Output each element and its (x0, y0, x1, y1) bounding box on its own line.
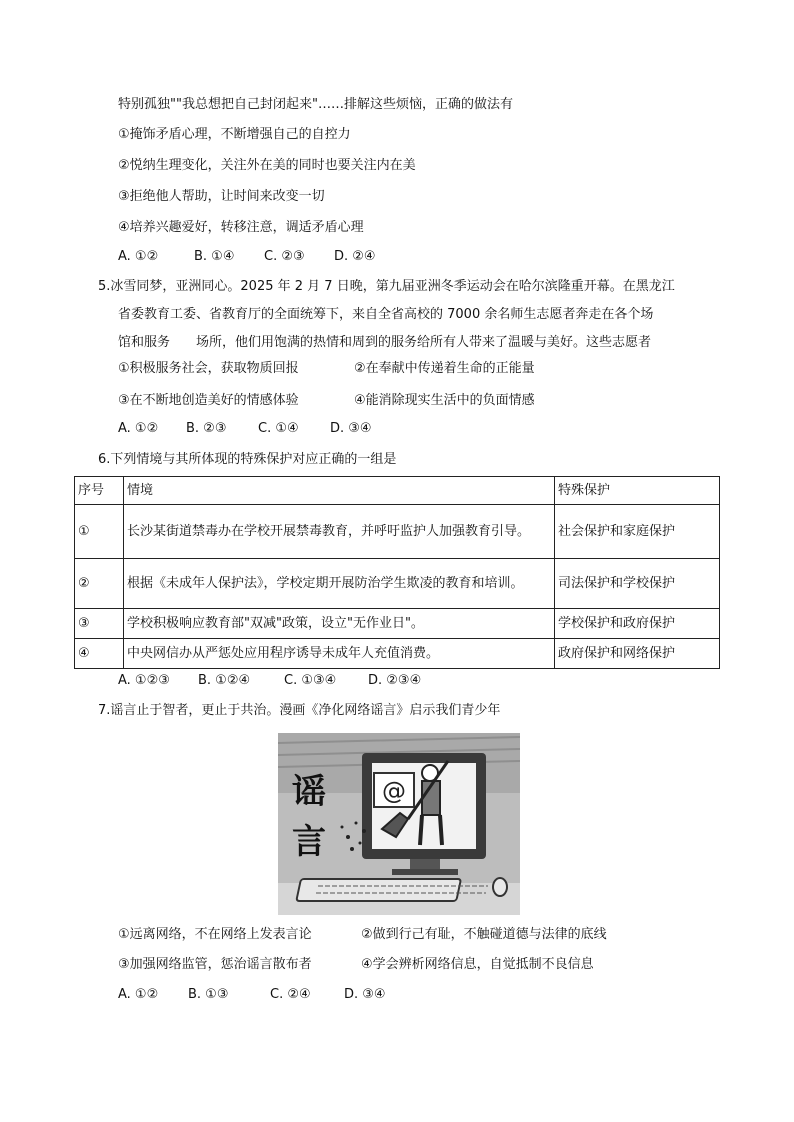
table-row (75, 505, 720, 559)
table-row (75, 609, 720, 639)
row-no: ② (75, 559, 124, 609)
q5-stem-line-1: 5.冰雪同梦，亚洲同心。2025 年 2 月 7 日晚，第九届亚洲冬季运动会在哈尔滨隆重开幕。在黑龙江 (98, 279, 675, 294)
table-header-no: 序号 (75, 477, 124, 505)
row-scene: 中央网信办从严惩处应用程序诱导未成年人充值消费。 (124, 639, 555, 669)
row-protect: 司法保护和学校保护 (555, 559, 720, 609)
q7-item-4: ④学会辨析网络信息，自觉抵制不良信息 (361, 957, 594, 972)
cartoon-rumor-char-2: 言 (292, 822, 326, 862)
row-protect: 社会保护和家庭保护 (555, 505, 720, 559)
q7-stem: 7.谣言止于智者，更止于共治。漫画《净化网络谣言》启示我们青少年 (98, 703, 501, 718)
table-header-scene: 情境 (124, 477, 555, 505)
row-scene: 根据《未成年人保护法》，学校定期开展防治学生欺凌的教育和培训。 (124, 559, 555, 609)
q6-option-b: B. ①②④ (198, 673, 251, 688)
q5-option-c: C. ①④ (258, 421, 299, 436)
q7-item-1: ①远离网络，不在网络上发表言论 (118, 927, 312, 942)
q4-item-1: ①掩饰矛盾心理，不断增强自己的自控力 (118, 127, 351, 142)
table-header-protect: 特殊保护 (555, 477, 720, 505)
q4-option-d: D. ②④ (334, 249, 376, 264)
q4-options (118, 248, 376, 266)
q5-option-d: D. ③④ (330, 421, 372, 436)
row-no: ④ (75, 639, 124, 669)
q7-item-2: ②做到行己有耻，不触碰道德与法律的底线 (361, 927, 607, 942)
q7-option-a: A. ①② (118, 987, 159, 1002)
q4-item-3: ③拒绝他人帮助，让时间来改变一切 (118, 189, 325, 204)
q7-option-c: C. ②④ (270, 987, 311, 1002)
q7-item-3: ③加强网络监管，惩治谣言散布者 (118, 957, 312, 972)
row-no: ③ (75, 609, 124, 639)
q5-item-2: ②在奉献中传递着生命的正能量 (354, 361, 535, 376)
q5-item-1: ①积极服务社会，获取物质回报 (118, 361, 299, 376)
q5-option-b: B. ②③ (186, 421, 227, 436)
q4-option-a: A. ①② (118, 249, 159, 264)
q4-option-b: B. ①④ (194, 249, 235, 264)
q4-item-2: ②悦纳生理变化，关注外在美的同时也要关注内在美 (118, 158, 416, 173)
row-protect: 政府保护和网络保护 (555, 639, 720, 669)
q5-stem-line-3: 馆和服务 场所，他们用饱满的热情和周到的服务给所有人带来了温暖与美好。这些志愿者 (118, 335, 652, 350)
table-row (75, 639, 720, 669)
row-scene: 学校积极响应教育部"双减"政策，设立"无作业日"。 (124, 609, 555, 639)
q6-stem: 6.下列情境与其所体现的特殊保护对应正确的一组是 (98, 452, 397, 467)
q6-option-d: D. ②③④ (368, 673, 422, 688)
svg-text:@: @ (382, 777, 406, 805)
q4-option-c: C. ②③ (264, 249, 305, 264)
q5-options (118, 420, 372, 438)
q5-option-a: A. ①② (118, 421, 159, 436)
q6-options (118, 672, 421, 690)
row-scene: 长沙某街道禁毒办在学校开展禁毒教育，并呼吁监护人加强教育引导。 (124, 505, 555, 559)
q5-stem-line-2: 省委教育工委、省教育厅的全面统筹下，来自全省高校的 7000 余名师生志愿者奔走在各个场 (118, 307, 654, 322)
cartoon-image (278, 733, 520, 915)
q4-item-4: ④培养兴趣爱好，转移注意，调适矛盾心理 (118, 220, 364, 235)
q6-option-c: C. ①③④ (284, 673, 337, 688)
q7-options (118, 986, 386, 1004)
q6-option-a: A. ①②③ (118, 673, 170, 688)
table-row (75, 559, 720, 609)
q5-item-3: ③在不断地创造美好的情感体验 (118, 393, 299, 408)
row-no: ① (75, 505, 124, 559)
q4-stem-tail: 特别孤独""我总想把自己封闭起来"……排解这些烦恼，正确的做法有 (118, 97, 513, 112)
q6-table (74, 476, 720, 669)
row-protect: 学校保护和政府保护 (555, 609, 720, 639)
q7-option-d: D. ③④ (344, 987, 386, 1002)
cartoon-rumor-char-1: 谣 (292, 772, 326, 812)
q5-item-4: ④能消除现实生活中的负面情感 (354, 393, 535, 408)
table-header-row (75, 477, 720, 505)
q7-option-b: B. ①③ (188, 987, 229, 1002)
